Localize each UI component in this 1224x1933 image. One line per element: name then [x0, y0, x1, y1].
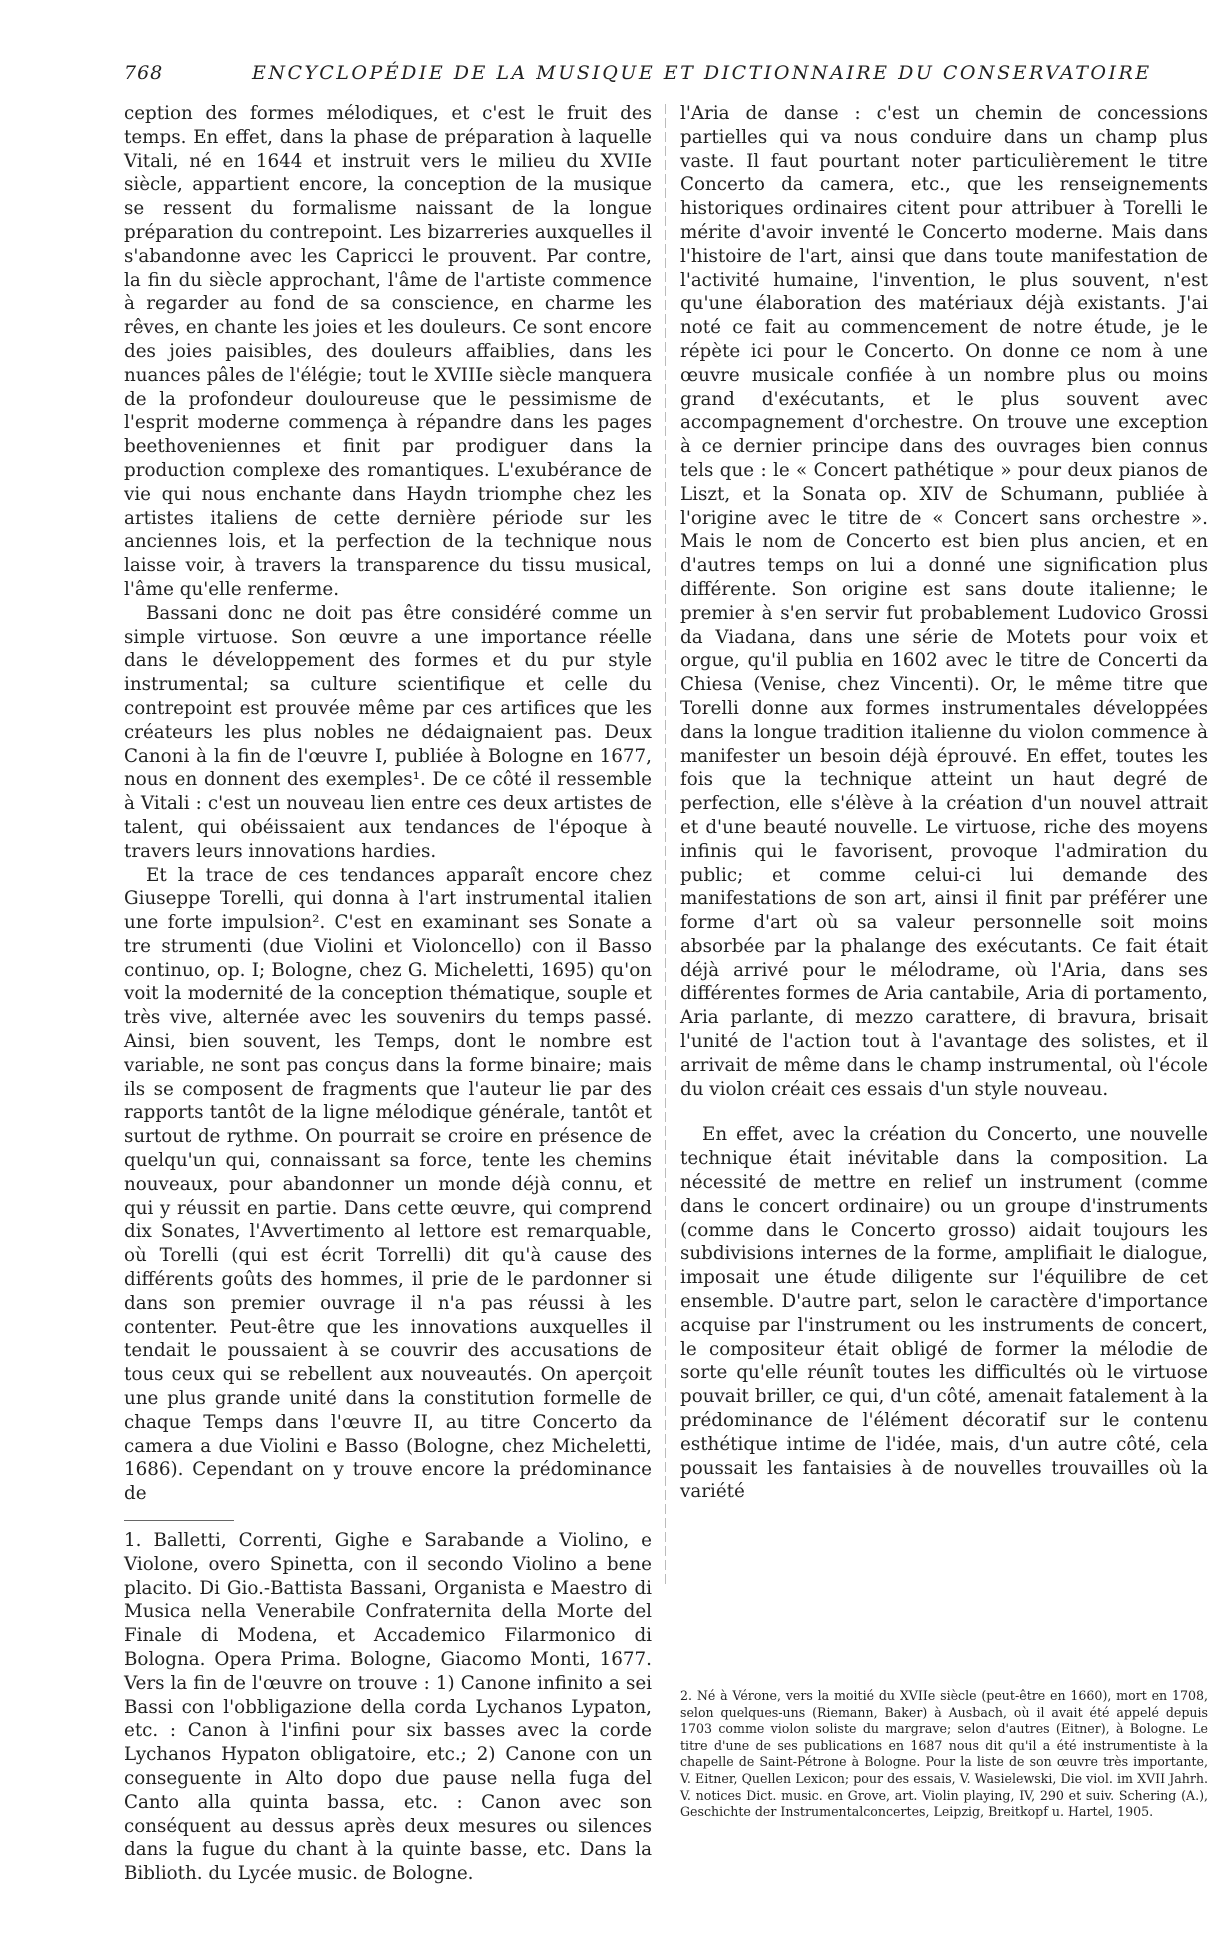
paragraph: Et la trace de ces tendances apparaît encore chez Giuseppe Torelli, qui donna à l'art instrumental italien une forte impulsion². C'est en examinant ses Sonate a tre strumenti (due Violini et Violoncello) con il Basso continuo, op. I; Bologne, chez G. Micheletti, 1695) qu'on voit la modernité de la conception thématique, souple et très vive, alternée avec les souvenirs du temps passé. Ainsi, bien souvent, les Temps, dont le nombre est variable, ne sont pas conçus dans la forme binaire; mais ils se composent de fragments que l'auteur lie par des rapports tantôt de la ligne mélodique générale, tantôt et surtout de rythme. On pourrait se croire en présence de quelqu'un qui, connaissant sa force, tente les chemins nouveaux, pour abandonner un monde déjà connu, et qui y réussit en partie. Dans cette œuvre, qui comprend dix Sonates, l'Avvertimento al lettore est remarquable, où Torelli (qui est écrit Torrelli) dit qu'à cause des différents goûts des hommes, il prie de le pardonner si dans son premier ouvrage il n'a pas réussi à les contenter. Peut-être que les innovations auxquelles il tendait le poussaient à se couvrir des accusations de tous ceux qui se rebellent aux nouveautés. On aperçoit une plus grande unité dans la constitution formelle de chaque Temps dans l'œuvre II, au titre Concerto da camera a due Violini e Basso (Bologne, chez Micheletti, 1686). Cependant on y trouve encore la prédominance de	[124, 864, 652, 1505]
paragraph: l'Aria de danse : c'est un chemin de concessions partielles qui va nous conduire dans un champ plus vaste. Il faut pourtant noter particulièrement le titre Concerto da camera, etc., que les renseignements historiques ordinaires citent pour attribuer à Torelli le mérite d'avoir inventé le Concerto moderne. Mais dans l'histoire de l'art, ainsi que dans toute manifestation de l'activité humaine, l'invention, le plus souvent, n'est qu'une élaboration des matériaux déjà existants. J'ai noté ce fait au commencement de notre étude, je le répète ici pour le Concerto. On donne ce nom à une œuvre musicale confiée à un nombre plus ou moins grand d'exécutants, et le plus souvent avec accompagnement d'orchestre. On trouve une exception à ce dernier principe dans des ouvrages bien connus tels que : le « Concert pathétique » pour deux pianos de Liszt, et la Sonata op. XIV de Schumann, publiée à l'origine avec le titre de « Concert sans orchestre ». Mais le nom de Concerto est bien plus ancien, et en d'autres temps on lui a donné une signification plus différente. Son origine est sans doute italienne; le premier à s'en servir fut probablement Ludovico Grossi da Viadana, dans une série de Motets pour voix et orgue, qu'il publia en 1602 avec le titre de Concerti da Chiesa (Venise, chez Vincenti). Or, le même titre que Torelli donne aux formes instrumentales développées dans la longue tradition italienne du violon commence à manifester un besoin déjà éprouvé. En effet, toutes les fois que la technique atteint un haut degré de perfection, elle s'élève à la création d'un nouvel attrait et d'une beauté nouvelle. Le virtuose, riche des moyens infinis qui le favorisent, provoque l'admiration du public; et comme celui-ci lui demande des manifestations de son art, ainsi il finit par préférer une forme d'art où sa valeur personnelle soit moins absorbée par la phalange des exécutants. Ce fait était déjà arrivé pour le mélodrame, où l'Aria, dans ses différentes formes de Aria cantabile, Aria di portamento, Aria parlante, di mezzo carattere, di bravura, brisait l'unité de l'action tout à l'avantage des solistes, et il arrivait de même dans le champ instrumental, où l'école du violon créait ces essais d'un style nouveau.	[680, 103, 1208, 1100]
column-divider	[665, 104, 666, 1584]
running-title: ENCYCLOPÉDIE DE LA MUSIQUE ET DICTIONNAIRE DU CONSERVATOIRE	[252, 62, 1152, 84]
footnote-2-block	[680, 1688, 1208, 1821]
page-number: 768	[124, 62, 164, 84]
page-header	[124, 62, 1152, 90]
footnote-1: 1. Balletti, Correnti, Gighe e Sarabande a Violino, e Violone, overo Spinetta, con il secondo Violino a bene placito. Di Gio.-Battista Bassani, Organista e Maestro di Musica nella Venerabile Confraternita della Morte del Finale di Modena, et Accademico Filarmonico di Bologna. Opera Prima. Bologne, Giacomo Monti, 1677. Vers la fin de l'œuvre on trouve : 1) Canone infinito a sei Bassi con l'obbligazione della corda Lychanos Lypaton, etc. : Canon à l'infini pour six basses avec la corde Lychanos Hypaton obligatoire, etc.; 2) Canone con un conseguente in Alto dopo due pause nella fuga del Canto alla quinta bassa, etc. : Canon avec son conséquent au dessus après deux mesures ou silences dans la fugue du chant à la quinte basse, etc. Dans la Biblioth. du Lycée music. de Bologne.	[124, 1530, 652, 1885]
footnote-divider	[124, 1520, 234, 1521]
footnote-2: 2. Né à Vérone, vers la moitié du XVIIe siècle (peut-être en 1660), mort en 1708, selon quelques-uns (Riemann, Baker) à Ausbach, où il avait été appelé depuis 1703 comme violon soliste du margrave; selon d'autres (Eitner), à Bologne. Le titre d'une de ses publications en 1687 nous dit qu'il a été instrumentiste à la chapelle de Saint-Pétrone à Bologne. Pour la liste de son œuvre très importante, V. Eitner, Quellen Lexicon; pour des essais, V. Wasielewski, Die viol. im XVII Jahrh. V. notices Dict. music. en Grove, art. Violin playing, IV, 290 et suiv. Schering (A.), Geschichte der Instrumentalconcertes, Leipzig, Breitkopf u. Hartel, 1905.	[680, 1688, 1208, 1820]
paragraph: En effet, avec la création du Concerto, une nouvelle technique était inévitable dans la composition. La nécessité de mettre en relief un instrument (comme dans le concert ordinaire) ou un groupe d'instruments (comme dans le Concerto grosso) aidait toujours les subdivisions internes de la forme, amplifiait le dialogue, imposait une étude diligente sur l'équilibre de cet ensemble. D'autre part, selon le caractère d'importance acquise par l'instrument ou les instruments de concert, le compositeur était obligé de former la mélodie de sorte qu'elle réunît toutes les difficultés où le virtuose pouvait briller, ce qui, d'un côté, amenait fatalement à la prédominance de l'élément décoratif sur le contenu esthétique intime de l'idée, mais, d'un autre côté, cela poussait les fantaisies à de nouvelles trouvailles où la variété	[680, 1124, 1208, 1503]
left-column	[124, 102, 652, 1886]
paragraph: ception des formes mélodiques, et c'est le fruit des temps. En effet, dans la phase de préparation à laquelle Vitali, né en 1644 et instruit vers le milieu du XVIIe siècle, appartient encore, la conception de la musique se ressent du formalisme naissant de la longue préparation du contrepoint. Les bizarreries auxquelles il s'abandonne avec les Capricci le prouvent. Par contre, la fin du siècle approchant, l'âme de l'artiste commence à regarder au fond de sa conscience, en charme les rêves, en chante les joies et les douleurs. Ce sont encore des joies paisibles, des douleurs affaiblies, dans les nuances pâles de l'élégie; tout le XVIIIe siècle manquera de la profondeur douloureuse que le pessimisme de l'esprit moderne commença à répandre dans les pages beethoveniennes et finit par prodiguer dans la production complexe des romantiques. L'exubérance de vie qui nous enchante dans Haydn triomphe chez les artistes italiens de cette dernière période sur les anciennes lois, et la perfection de la technique nous laisse voir, à travers la transparence du tissu musical, l'âme qu'elle renferme.	[124, 103, 652, 600]
right-column	[680, 102, 1208, 1504]
paragraph: Bassani donc ne doit pas être considéré comme un simple virtuose. Son œuvre a une importance réelle dans le développement des formes et du pur style instrumental; sa culture scientifique et celle du contrepoint est prouvée même par ces artifices que les créateurs les plus nobles ne dédaignaient pas. Deux Canoni à la fin de l'œuvre I, publiée à Bologne en 1677, nous en donnent des exemples¹. De ce côté il ressemble à Vitali : c'est un nouveau lien entre ces deux artistes de talent, qui obéissaient aux tendances de l'époque à travers leurs innovations hardies.	[124, 602, 652, 862]
